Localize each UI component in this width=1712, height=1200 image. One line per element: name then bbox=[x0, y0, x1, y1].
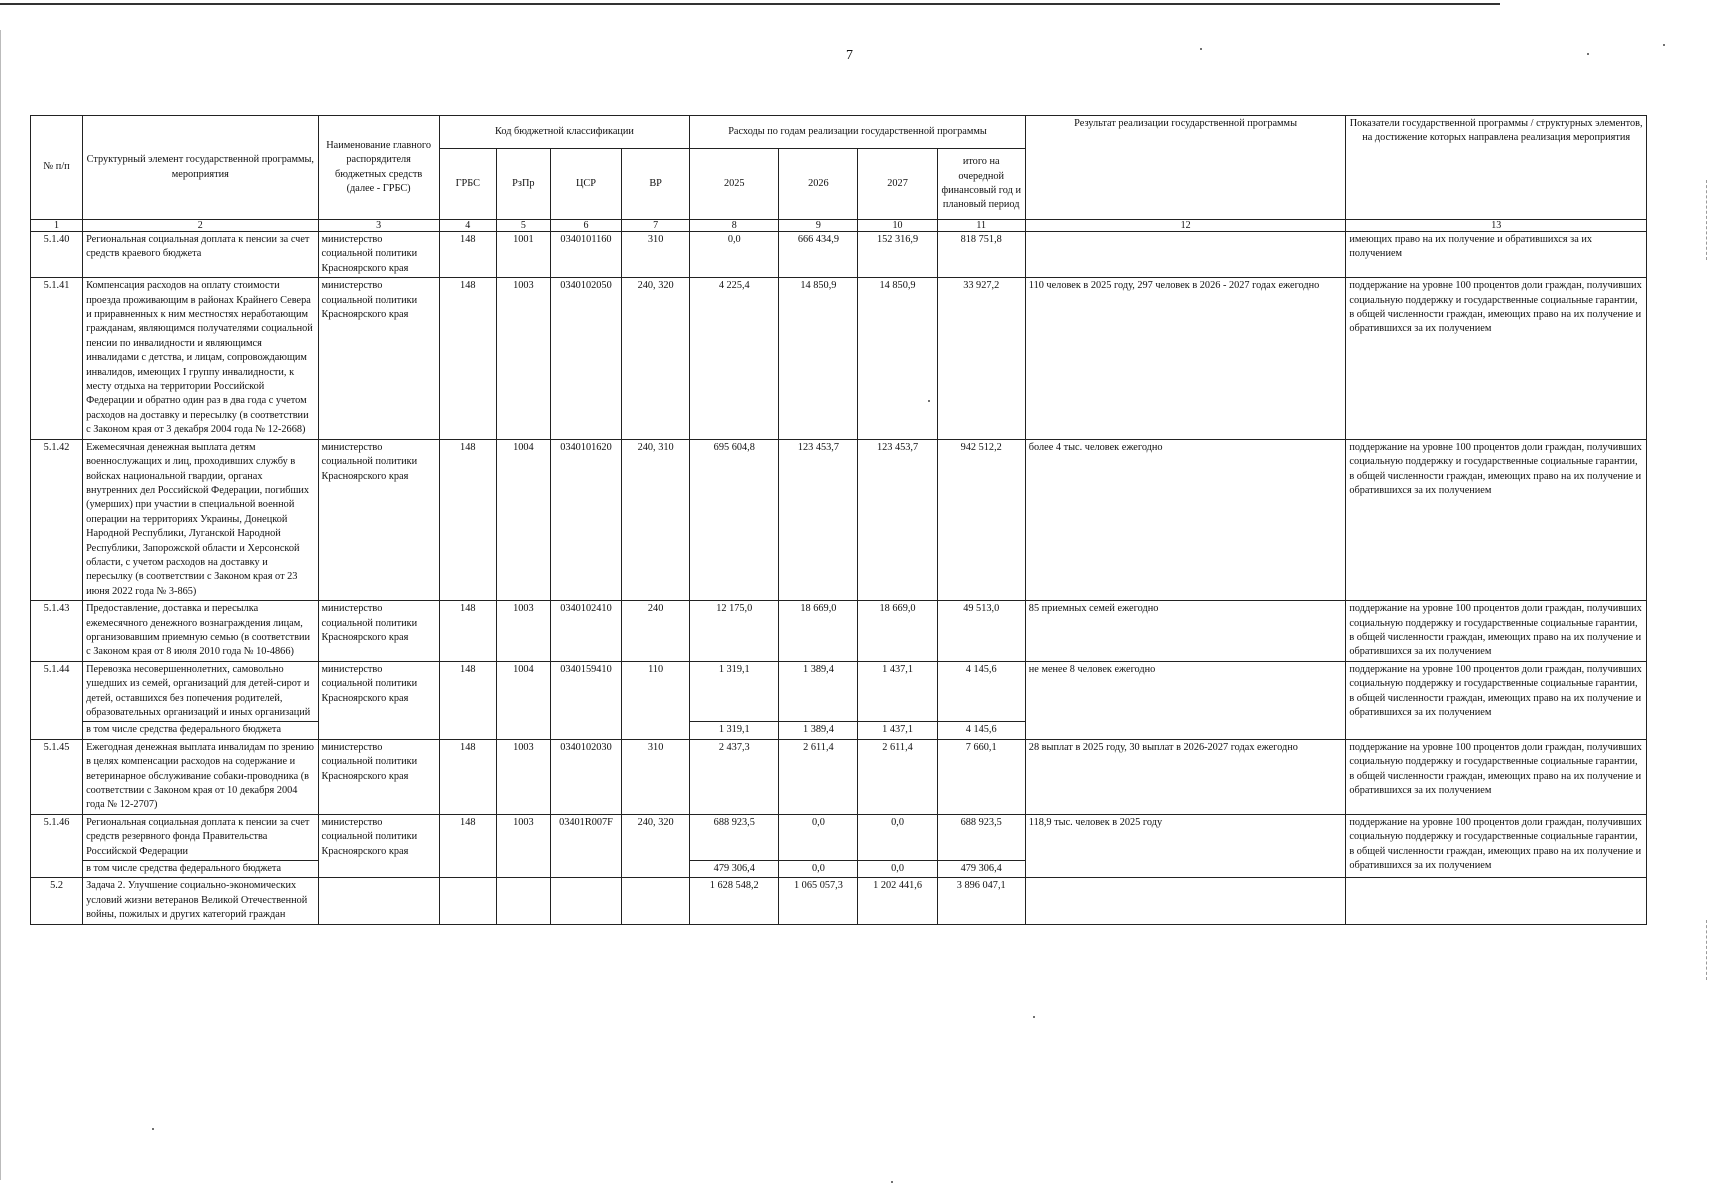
row-kbk-csr: 0340102410 bbox=[550, 601, 621, 662]
row-kbk-rzpr: 1003 bbox=[496, 739, 550, 814]
subrow-2026: 0,0 bbox=[779, 861, 858, 878]
table-row bbox=[31, 814, 1647, 860]
header-kbk-vr: ВР bbox=[622, 149, 690, 220]
row-2025: 688 923,5 bbox=[690, 814, 779, 860]
scan-speck bbox=[152, 1128, 154, 1130]
column-number: 13 bbox=[1346, 220, 1647, 232]
subrow-2026: 1 389,4 bbox=[779, 722, 858, 739]
row-element: Задача 2. Улучшение социально-экономических условий жизни ветеранов Великой Отечественной войны, пожилых и других категорий граждан bbox=[83, 878, 318, 924]
row-number: 5.1.40 bbox=[31, 232, 83, 278]
header-grbs: Наименование главного распорядителя бюджетных средств (далее - ГРБС) bbox=[318, 116, 439, 220]
row-kbk-vr: 240, 320 bbox=[622, 814, 690, 878]
row-kbk-rzpr: 1001 bbox=[496, 232, 550, 278]
row-result: 118,9 тыс. человек в 2025 году bbox=[1025, 814, 1346, 878]
row-element: Региональная социальная доплата к пенсии за счет средств краевого бюджета bbox=[83, 232, 318, 278]
column-number: 4 bbox=[439, 220, 496, 232]
row-indicators bbox=[1346, 878, 1647, 924]
row-element: Региональная социальная доплата к пенсии за счет средств резервного фонда Правительства Российской Федерации bbox=[83, 814, 318, 860]
header-num: № п/п bbox=[31, 116, 83, 220]
row-kbk-vr: 310 bbox=[622, 739, 690, 814]
column-number: 11 bbox=[937, 220, 1025, 232]
subrow-2027: 1 437,1 bbox=[858, 722, 937, 739]
row-2027: 14 850,9 bbox=[858, 278, 937, 439]
row-kbk-grbs: 148 bbox=[439, 232, 496, 278]
row-kbk-csr: 03401R007F bbox=[550, 814, 621, 878]
row-2025: 4 225,4 bbox=[690, 278, 779, 439]
subrow-2027: 0,0 bbox=[858, 861, 937, 878]
subrow-label: в том числе средства федерального бюджета bbox=[83, 861, 318, 878]
row-grbs: министерство социальной политики Красноярского края bbox=[318, 601, 439, 662]
page-number: 7 bbox=[846, 48, 853, 63]
subrow-total: 479 306,4 bbox=[937, 861, 1025, 878]
row-result: более 4 тыс. человек ежегодно bbox=[1025, 439, 1346, 600]
column-number: 1 bbox=[31, 220, 83, 232]
row-number: 5.1.43 bbox=[31, 601, 83, 662]
scan-edge-mark bbox=[1706, 180, 1707, 260]
row-kbk-grbs: 148 bbox=[439, 439, 496, 600]
row-total: 818 751,8 bbox=[937, 232, 1025, 278]
row-kbk-grbs: 148 bbox=[439, 278, 496, 439]
row-2027: 0,0 bbox=[858, 814, 937, 860]
row-2027: 152 316,9 bbox=[858, 232, 937, 278]
row-2026: 666 434,9 bbox=[779, 232, 858, 278]
row-total: 942 512,2 bbox=[937, 439, 1025, 600]
table-row bbox=[31, 439, 1647, 600]
row-kbk-grbs: 148 bbox=[439, 739, 496, 814]
row-indicators: поддержание на уровне 100 процентов доли граждан, получивших социальную поддержку и государственные социальные гарантии, в общей численности граждан, имеющих право на их получение и обратившихся за их получением bbox=[1346, 439, 1647, 600]
scan-speck bbox=[1587, 53, 1589, 55]
row-kbk-rzpr: 1003 bbox=[496, 278, 550, 439]
program-table bbox=[30, 115, 1647, 925]
row-number: 5.1.44 bbox=[31, 661, 83, 739]
row-kbk-vr: 110 bbox=[622, 661, 690, 739]
row-element: Ежемесячная денежная выплата детям военнослужащих и лиц, проходивших службу в войсках национальной гвардии, органах внутренних дел Российской Федерации, погибших (умерших) при участии в специальной военной операции на территориях Украины, Донецкой Народной Республики, Луганской Народной Республики, Запорожской области и Херсонской области, с учетом расходов на доставку и пересылку (в соответствии с Законом края от 23 июня 2022 года № 3-865) bbox=[83, 439, 318, 600]
row-kbk-csr: 0340159410 bbox=[550, 661, 621, 739]
subrow-label: в том числе средства федерального бюджета bbox=[83, 722, 318, 739]
row-kbk-vr: 240, 310 bbox=[622, 439, 690, 600]
row-kbk-grbs: 148 bbox=[439, 601, 496, 662]
row-2026: 14 850,9 bbox=[779, 278, 858, 439]
row-indicators: поддержание на уровне 100 процентов доли граждан, получивших социальную поддержку и государственные социальные гарантии, в общей численности граждан, имеющих право на их получение и обратившихся за их получением bbox=[1346, 661, 1647, 739]
row-kbk-grbs bbox=[439, 878, 496, 924]
row-kbk-grbs: 148 bbox=[439, 814, 496, 878]
row-2026: 1 065 057,3 bbox=[779, 878, 858, 924]
row-kbk-csr bbox=[550, 878, 621, 924]
row-grbs bbox=[318, 878, 439, 924]
top-border-line bbox=[0, 3, 1500, 5]
column-number: 3 bbox=[318, 220, 439, 232]
row-kbk-vr: 240 bbox=[622, 601, 690, 662]
row-grbs: министерство социальной политики Красноярского края bbox=[318, 661, 439, 739]
row-kbk-rzpr: 1004 bbox=[496, 661, 550, 739]
row-grbs: министерство социальной политики Красноярского края bbox=[318, 232, 439, 278]
header-year-2027: 2027 bbox=[858, 149, 937, 220]
row-number: 5.1.41 bbox=[31, 278, 83, 439]
row-2027: 1 437,1 bbox=[858, 661, 937, 722]
row-2025: 0,0 bbox=[690, 232, 779, 278]
row-number: 5.1.46 bbox=[31, 814, 83, 878]
row-grbs: министерство социальной политики Красноярского края bbox=[318, 278, 439, 439]
table-row bbox=[31, 278, 1647, 439]
header-result: Результат реализации государственной программы bbox=[1025, 116, 1346, 220]
row-result: 85 приемных семей ежегодно bbox=[1025, 601, 1346, 662]
header-indicators: Показатели государственной программы / структурных элементов, на достижение которых направлена реализация мероприятия bbox=[1346, 116, 1647, 220]
header-kbk-csr: ЦСР bbox=[550, 149, 621, 220]
row-number: 5.1.45 bbox=[31, 739, 83, 814]
row-2025: 1 628 548,2 bbox=[690, 878, 779, 924]
column-number: 6 bbox=[550, 220, 621, 232]
row-result bbox=[1025, 232, 1346, 278]
row-element: Предоставление, доставка и пересылка ежемесячного денежного вознаграждения лицам, организовавшим приемную семью (в соответствии с Законом края от 8 июля 2010 года № 10-4866) bbox=[83, 601, 318, 662]
row-kbk-grbs: 148 bbox=[439, 661, 496, 739]
row-kbk-rzpr: 1004 bbox=[496, 439, 550, 600]
column-number: 10 bbox=[858, 220, 937, 232]
header-kbk-group: Код бюджетной классификации bbox=[439, 116, 689, 149]
column-number: 7 bbox=[622, 220, 690, 232]
table-row bbox=[31, 601, 1647, 662]
row-kbk-vr: 310 bbox=[622, 232, 690, 278]
header-total: итого на очередной финансовый год и плановый период bbox=[937, 149, 1025, 220]
row-result bbox=[1025, 878, 1346, 924]
row-grbs: министерство социальной политики Красноярского края bbox=[318, 439, 439, 600]
header-kbk-rzpr: РзПр bbox=[496, 149, 550, 220]
subrow-total: 4 145,6 bbox=[937, 722, 1025, 739]
row-2025: 695 604,8 bbox=[690, 439, 779, 600]
row-result: 110 человек в 2025 году, 297 человек в 2026 - 2027 годах ежегодно bbox=[1025, 278, 1346, 439]
row-2026: 0,0 bbox=[779, 814, 858, 860]
row-kbk-csr: 0340101620 bbox=[550, 439, 621, 600]
row-2025: 12 175,0 bbox=[690, 601, 779, 662]
row-2025: 2 437,3 bbox=[690, 739, 779, 814]
row-kbk-rzpr: 1003 bbox=[496, 601, 550, 662]
row-2027: 18 669,0 bbox=[858, 601, 937, 662]
row-2027: 123 453,7 bbox=[858, 439, 937, 600]
row-2026: 1 389,4 bbox=[779, 661, 858, 722]
table-body bbox=[31, 232, 1647, 925]
column-number: 9 bbox=[779, 220, 858, 232]
row-total: 7 660,1 bbox=[937, 739, 1025, 814]
column-number: 8 bbox=[690, 220, 779, 232]
row-indicators: имеющих право на их получение и обратившихся за их получением bbox=[1346, 232, 1647, 278]
header-year-2025: 2025 bbox=[690, 149, 779, 220]
row-grbs: министерство социальной политики Красноярского края bbox=[318, 814, 439, 878]
row-2027: 2 611,4 bbox=[858, 739, 937, 814]
row-2025: 1 319,1 bbox=[690, 661, 779, 722]
row-indicators: поддержание на уровне 100 процентов доли граждан, получивших социальную поддержку и государственные социальные гарантии, в общей численности граждан, имеющих право на их получение и обратившихся за их получением bbox=[1346, 601, 1647, 662]
row-grbs: министерство социальной политики Красноярского края bbox=[318, 739, 439, 814]
row-element: Перевозка несовершеннолетних, самовольно ушедших из семей, организаций для детей-сирот и детей, оставшихся без попечения родителей, образовательных организаций и иных организаций bbox=[83, 661, 318, 722]
row-2026: 18 669,0 bbox=[779, 601, 858, 662]
column-number: 5 bbox=[496, 220, 550, 232]
column-number: 2 bbox=[83, 220, 318, 232]
header-expenses-group: Расходы по годам реализации государственной программы bbox=[690, 116, 1026, 149]
row-2027: 1 202 441,6 bbox=[858, 878, 937, 924]
row-total: 688 923,5 bbox=[937, 814, 1025, 860]
scan-speck bbox=[1033, 1016, 1035, 1018]
page-left-edge bbox=[0, 30, 1, 1180]
subrow-2025: 479 306,4 bbox=[690, 861, 779, 878]
scan-edge-mark bbox=[1706, 920, 1707, 980]
row-number: 5.1.42 bbox=[31, 439, 83, 600]
row-result: 28 выплат в 2025 году, 30 выплат в 2026-2027 годах ежегодно bbox=[1025, 739, 1346, 814]
row-kbk-rzpr: 1003 bbox=[496, 814, 550, 878]
scan-speck bbox=[1200, 48, 1202, 50]
row-indicators: поддержание на уровне 100 процентов доли граждан, получивших социальную поддержку и государственные социальные гарантии, в общей численности граждан, имеющих право на их получение и обратившихся за их получением bbox=[1346, 814, 1647, 878]
row-2026: 2 611,4 bbox=[779, 739, 858, 814]
row-element: Ежегодная денежная выплата инвалидам по зрению в целях компенсации расходов на содержание и ветеринарное обслуживание собаки-проводника (в соответствии с Законом края от 10 декабря 2004 года № 12-2707) bbox=[83, 739, 318, 814]
row-result: не менее 8 человек ежегодно bbox=[1025, 661, 1346, 739]
row-kbk-csr: 0340101160 bbox=[550, 232, 621, 278]
table-row bbox=[31, 232, 1647, 278]
row-number: 5.2 bbox=[31, 878, 83, 924]
row-indicators: поддержание на уровне 100 процентов доли граждан, получивших социальную поддержку и государственные социальные гарантии, в общей численности граждан, имеющих право на их получение и обратившихся за их получением bbox=[1346, 278, 1647, 439]
scan-speck bbox=[891, 1181, 893, 1183]
row-indicators: поддержание на уровне 100 процентов доли граждан, получивших социальную поддержку и государственные социальные гарантии, в общей численности граждан, имеющих право на их получение и обратившихся за их получением bbox=[1346, 739, 1647, 814]
table-row bbox=[31, 878, 1647, 924]
column-numbers-row bbox=[31, 220, 1647, 232]
header-kbk-grbs: ГРБС bbox=[439, 149, 496, 220]
scan-speck bbox=[928, 400, 930, 402]
header-year-2026: 2026 bbox=[779, 149, 858, 220]
row-kbk-rzpr bbox=[496, 878, 550, 924]
column-number: 12 bbox=[1025, 220, 1346, 232]
row-kbk-vr bbox=[622, 878, 690, 924]
header-element: Структурный элемент государственной программы, мероприятия bbox=[83, 116, 318, 220]
subrow-2025: 1 319,1 bbox=[690, 722, 779, 739]
row-total: 4 145,6 bbox=[937, 661, 1025, 722]
row-total: 3 896 047,1 bbox=[937, 878, 1025, 924]
row-total: 33 927,2 bbox=[937, 278, 1025, 439]
scan-speck bbox=[1663, 44, 1665, 46]
row-2026: 123 453,7 bbox=[779, 439, 858, 600]
row-total: 49 513,0 bbox=[937, 601, 1025, 662]
row-element: Компенсация расходов на оплату стоимости проезда проживающим в районах Крайнего Севера и приравненных к ним местностях неработающим гражданам, являющимся получателями социальной пенсии по инвалидности и являющимся инвалидами с детства, и лицам, сопровождающим инвалидов, имеющих I группу инвалидности, к месту отдыха на территории Российской Федерации и обратно один раз в два года с учетом расходов на доставку и пересылку (в соответствии с Законом края от 3 декабря 2004 года № 12-2668) bbox=[83, 278, 318, 439]
row-kbk-vr: 240, 320 bbox=[622, 278, 690, 439]
row-kbk-csr: 0340102050 bbox=[550, 278, 621, 439]
row-kbk-csr: 0340102030 bbox=[550, 739, 621, 814]
table-row bbox=[31, 739, 1647, 814]
table-row bbox=[31, 661, 1647, 722]
